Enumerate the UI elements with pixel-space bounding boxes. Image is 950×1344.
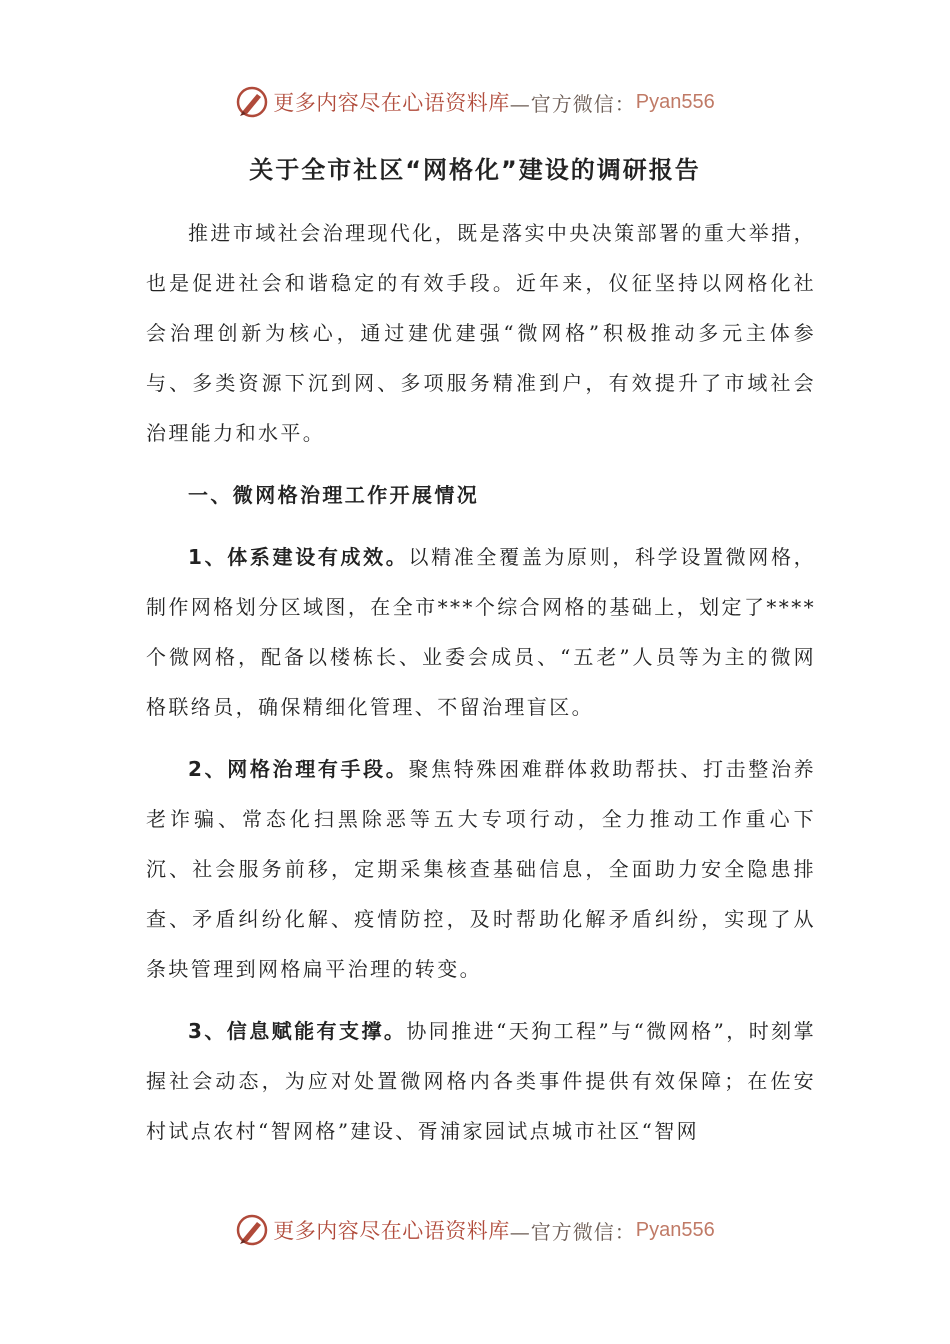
item-1-lead: 1、体系建设有成效。 (188, 545, 409, 569)
header-banner (0, 82, 950, 122)
pen-logo-icon (235, 1213, 269, 1247)
section-item-1 (146, 532, 816, 732)
intro-paragraph: 推进市域社会治理现代化，既是落实中央决策部署的重大举措，也是促进社会和谐稳定的有效手段。近年来，仪征坚持以网格化社会治理创新为核心，通过建优建强“微网格”积极推动多元主体参与、多类资源下沉到网、多项服务精准到户，有效提升了市域社会治理能力和水平。 (146, 221, 816, 445)
pen-logo-icon (235, 85, 269, 119)
document-body (146, 208, 816, 1156)
section-heading: 一、微网格治理工作开展情况 (188, 483, 480, 507)
item-2-text: 聚焦特殊困难群体救助帮扶、打击整治养老诈骗、常态化扫黑除恶等五大专项行动，全力推动工作重心下沉、社会服务前移，定期采集核查基础信息，全面助力安全隐患排查、矛盾纠纷化解、疫情防控，及时帮助化解矛盾纠纷，实现了从条块管理到网格扁平治理的转变。 (146, 757, 816, 981)
item-3-lead: 3、信息赋能有支撑。 (188, 1019, 407, 1043)
banner-text-library: 更多内容尽在心语资料库 (273, 91, 510, 115)
footer-banner (0, 1210, 950, 1250)
banner-text-wechat-id: Pyan556 (635, 90, 715, 113)
document-title: 关于全市社区“网格化”建设的调研报告 (249, 156, 701, 184)
footer-text-wechat-id: Pyan556 (635, 1218, 715, 1241)
section-item-3 (146, 1006, 816, 1156)
item-2-lead: 2、网格治理有手段。 (188, 757, 409, 781)
section-item-2 (146, 744, 816, 994)
item-1-text: 以精准全覆盖为原则，科学设置微网格，制作网格划分区域图，在全市***个综合网格的基础上，划定了****个微网格，配备以楼栋长、业委会成员、“五老”人员等为主的微网格联络员，确保精细化管理、不留治理盲区。 (146, 545, 816, 719)
footer-text-wechat-label: —官方微信： (509, 1219, 636, 1244)
item-3-text: 协同推进“天狗工程”与“微网格”，时刻掌握社会动态，为应对处置微网格内各类事件提供有效保障；在佐安村试点农村“智网格”建设、胥浦家园试点城市社区“智网 (146, 1019, 816, 1143)
footer-text-library: 更多内容尽在心语资料库 (273, 1219, 510, 1243)
banner-text-wechat-label: —官方微信： (509, 91, 636, 116)
